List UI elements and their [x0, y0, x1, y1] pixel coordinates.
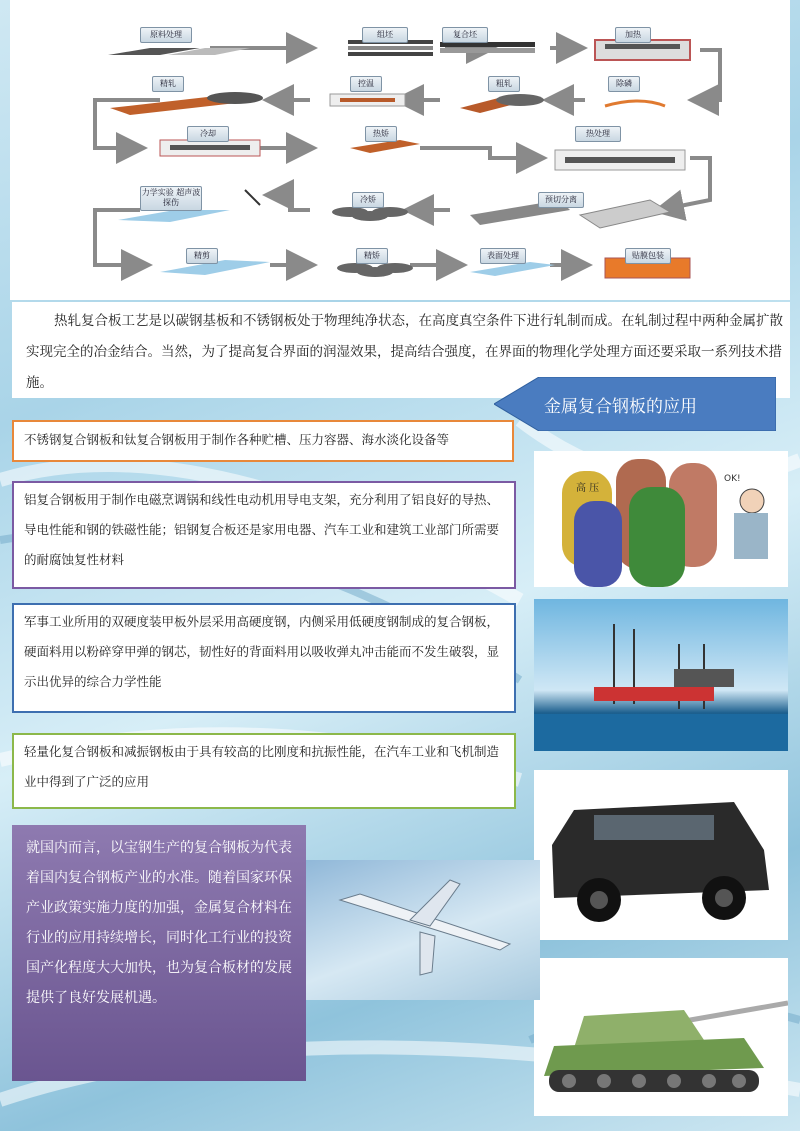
- section-banner: [494, 377, 776, 431]
- banner-title: 金属复合钢板的应用: [544, 397, 697, 417]
- step-label: 热矫: [365, 126, 397, 142]
- step-label: 表面处理: [480, 248, 526, 264]
- tank-image: [534, 958, 788, 1116]
- step-label: 精剪: [186, 248, 218, 264]
- step-label: 冷却: [187, 126, 229, 142]
- step-label: 除磷: [608, 76, 640, 92]
- ok-label: OK!: [724, 474, 741, 484]
- step-label: 预切分离: [538, 192, 584, 208]
- application-box-aluminum: [12, 481, 516, 589]
- step-label: 粗轧: [488, 76, 520, 92]
- step-label: 力学实验 超声波探伤: [140, 186, 202, 211]
- step-label: 贴膜包装: [625, 248, 671, 264]
- application-box-military: [12, 603, 516, 713]
- step-label: 组坯: [362, 27, 408, 43]
- pressure-cylinders-image: [534, 451, 788, 587]
- oil-rig-image: [534, 599, 788, 751]
- application-text: 轻量化复合钢板和减振钢板由于具有较高的比刚度和抗振性能，在汽车工业和飞机制造业中得到了广泛的应用: [24, 744, 500, 789]
- application-box-lightweight: [12, 733, 516, 809]
- application-text: 军事工业所用的双硬度装甲板外层采用高硬度钢，内侧采用低硬度钢制成的复合钢板，硬面料用以粉碎穿甲弹的钢芯，韧性好的背面料用以吸收弹丸冲击能而不发生破裂，显示出优异的综合力学性能: [24, 614, 500, 689]
- application-text: 不锈钢复合钢板和钛复合钢板用于制作各种贮槽、压力容器、海水淡化设备等: [24, 432, 450, 447]
- step-label: 精矫: [356, 248, 388, 264]
- step-label: 冷矫: [352, 192, 384, 208]
- application-box-stainless: [12, 420, 514, 462]
- process-flow-diagram: [10, 0, 790, 300]
- step-label: 加热: [615, 27, 651, 43]
- application-text: 铝复合钢板用于制作电磁烹调锅和线性电动机用导电支架，充分利用了铝良好的导热、导电性能和钢的铁磁性能；铝钢复合板还是家用电器、汽车工业和建筑工业部门所需要的耐腐蚀复性材料: [24, 492, 500, 567]
- step-label: 精轧: [152, 76, 184, 92]
- process-flow-graphics: [10, 0, 790, 300]
- step-label: 控温: [350, 76, 382, 92]
- armored-vehicle-image: [534, 770, 788, 940]
- step-label: 原料处理: [140, 27, 192, 43]
- cylinder-label: 高 压: [576, 483, 600, 494]
- airplane-image: [300, 860, 540, 1000]
- summary-text: 就国内而言，以宝钢生产的复合钢板为代表着国内复合钢板产业的水准。随着国家环保产业政策实施力度的加强，金属复合材料在行业的应用持续增长，同时化工行业的投资国产化程度大大加快，也为复合板材的发展提供了良好发展机遇。: [26, 840, 292, 1006]
- intro-text: 热轧复合板工艺是以碳钢基板和不锈钢板处于物理纯净状态，在高度真空条件下进行轧制而成。在轧制过程中两种金属扩散实现完全的冶金结合。当然，为了提高复合界面的润湿效果，提高结合强度，在界面的物理化学处理方面还要采取一系列技术措施。: [26, 313, 783, 391]
- summary-section: [12, 825, 306, 1081]
- step-label: 热处理: [575, 126, 621, 142]
- step-label: 复合坯: [442, 27, 488, 43]
